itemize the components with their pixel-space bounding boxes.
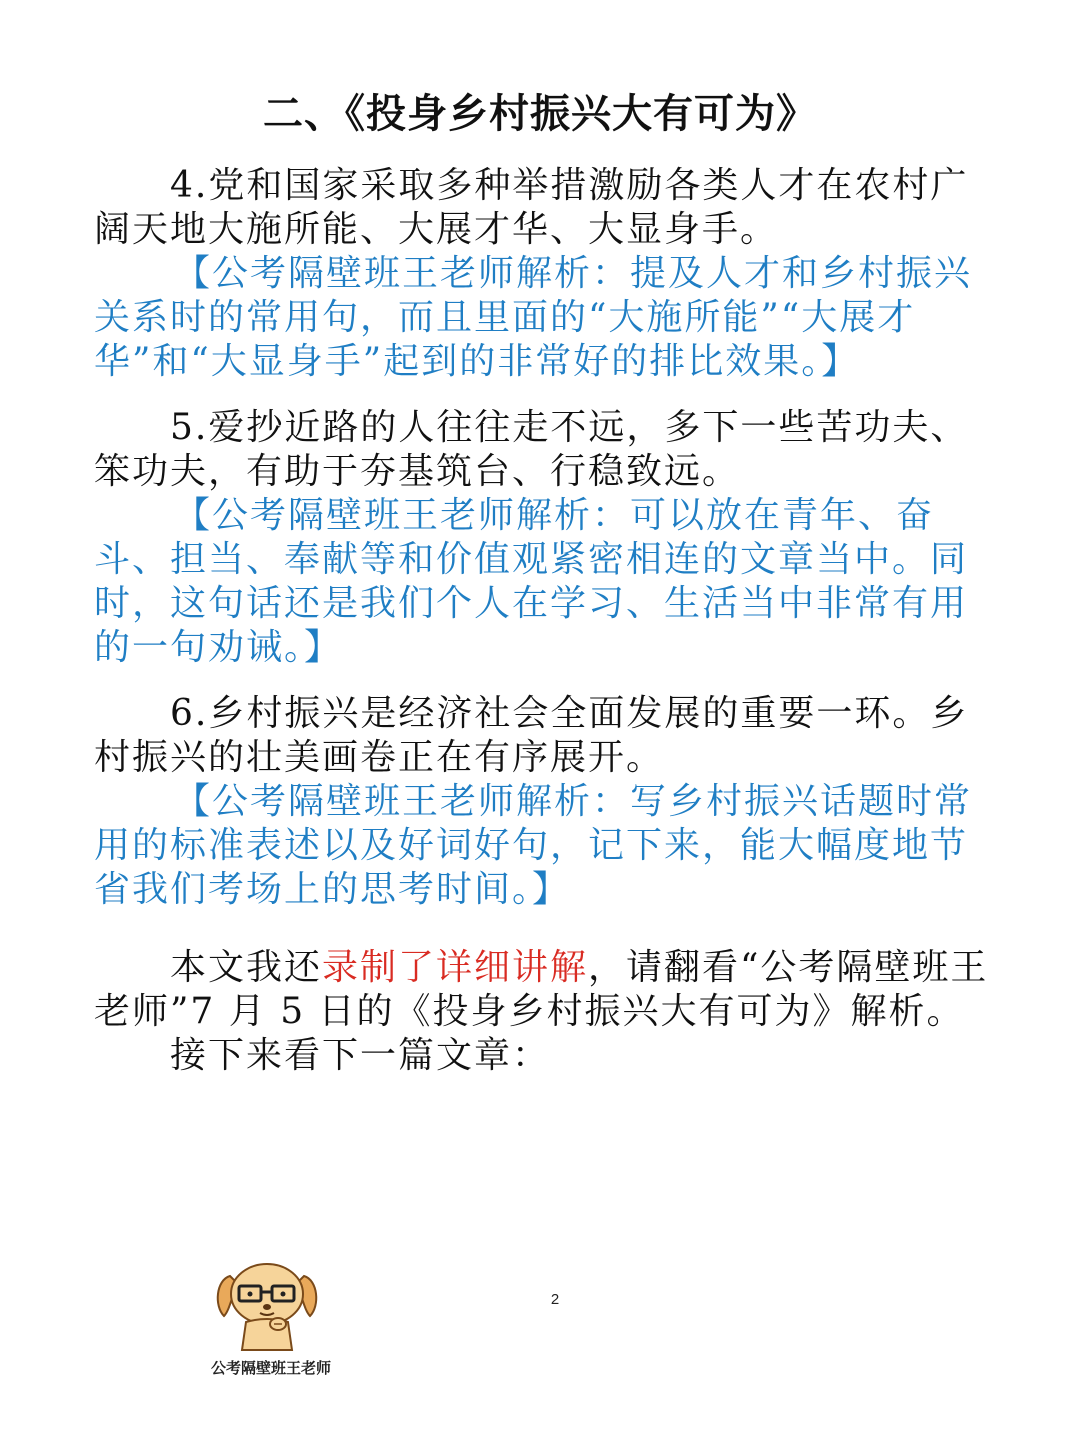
closing-paragraph (94, 946, 994, 1078)
closing-next: 接下来看下一篇文章： (170, 1035, 551, 1076)
item-note: 【公考隔壁班王老师解析：可以放在青年、奋斗、担当、奉献等和价值观紧密相连的文章当中。同时，这句话还是我们个人在学习、生活当中非常有用的一句劝诫。】 (94, 495, 969, 668)
item-text: 6.乡村振兴是经济社会全面发展的重要一环。乡村振兴的壮美画卷正在有序展开。 (94, 693, 969, 778)
list-item (94, 406, 994, 670)
closing-suffix: ，请翻看“公考隔壁班王老师”7 月 5 日的《投身乡村振兴大有可为》解析。 (94, 947, 989, 1032)
item-text: 4.党和国家采取多种举措激励各类人才在农村广阔天地大施所能、大展才华、大显身手。 (94, 165, 969, 250)
item-note: 【公考隔壁班王老师解析：提及人才和乡村振兴关系时的常用句，而且里面的“大施所能”“大展才华”和“大显身手”起到的非常好的排比效果。】 (94, 253, 973, 382)
closing-prefix: 本文我还 (170, 947, 323, 988)
dog-mascot-icon (212, 1254, 322, 1354)
item-note: 【公考隔壁班王老师解析：写乡村振兴话题时常用的标准表述以及好词好句，记下来，能大幅度地节省我们考场上的思考时间。】 (94, 781, 973, 910)
closing-text (94, 946, 994, 1034)
page-number: 2 (550, 1291, 560, 1308)
closing-highlight: 录制了详细讲解 (322, 947, 589, 988)
list-item (94, 692, 994, 912)
list-item (94, 164, 994, 384)
page-title: 二、《投身乡村振兴大有可为》 (263, 91, 817, 137)
mascot-caption: 公考隔壁班王老师 (210, 1359, 331, 1377)
item-text: 5.爱抄近路的人往往走不远，多下一些苦功夫、笨功夫，有助于夯基筑台、行稳致远。 (94, 407, 969, 492)
